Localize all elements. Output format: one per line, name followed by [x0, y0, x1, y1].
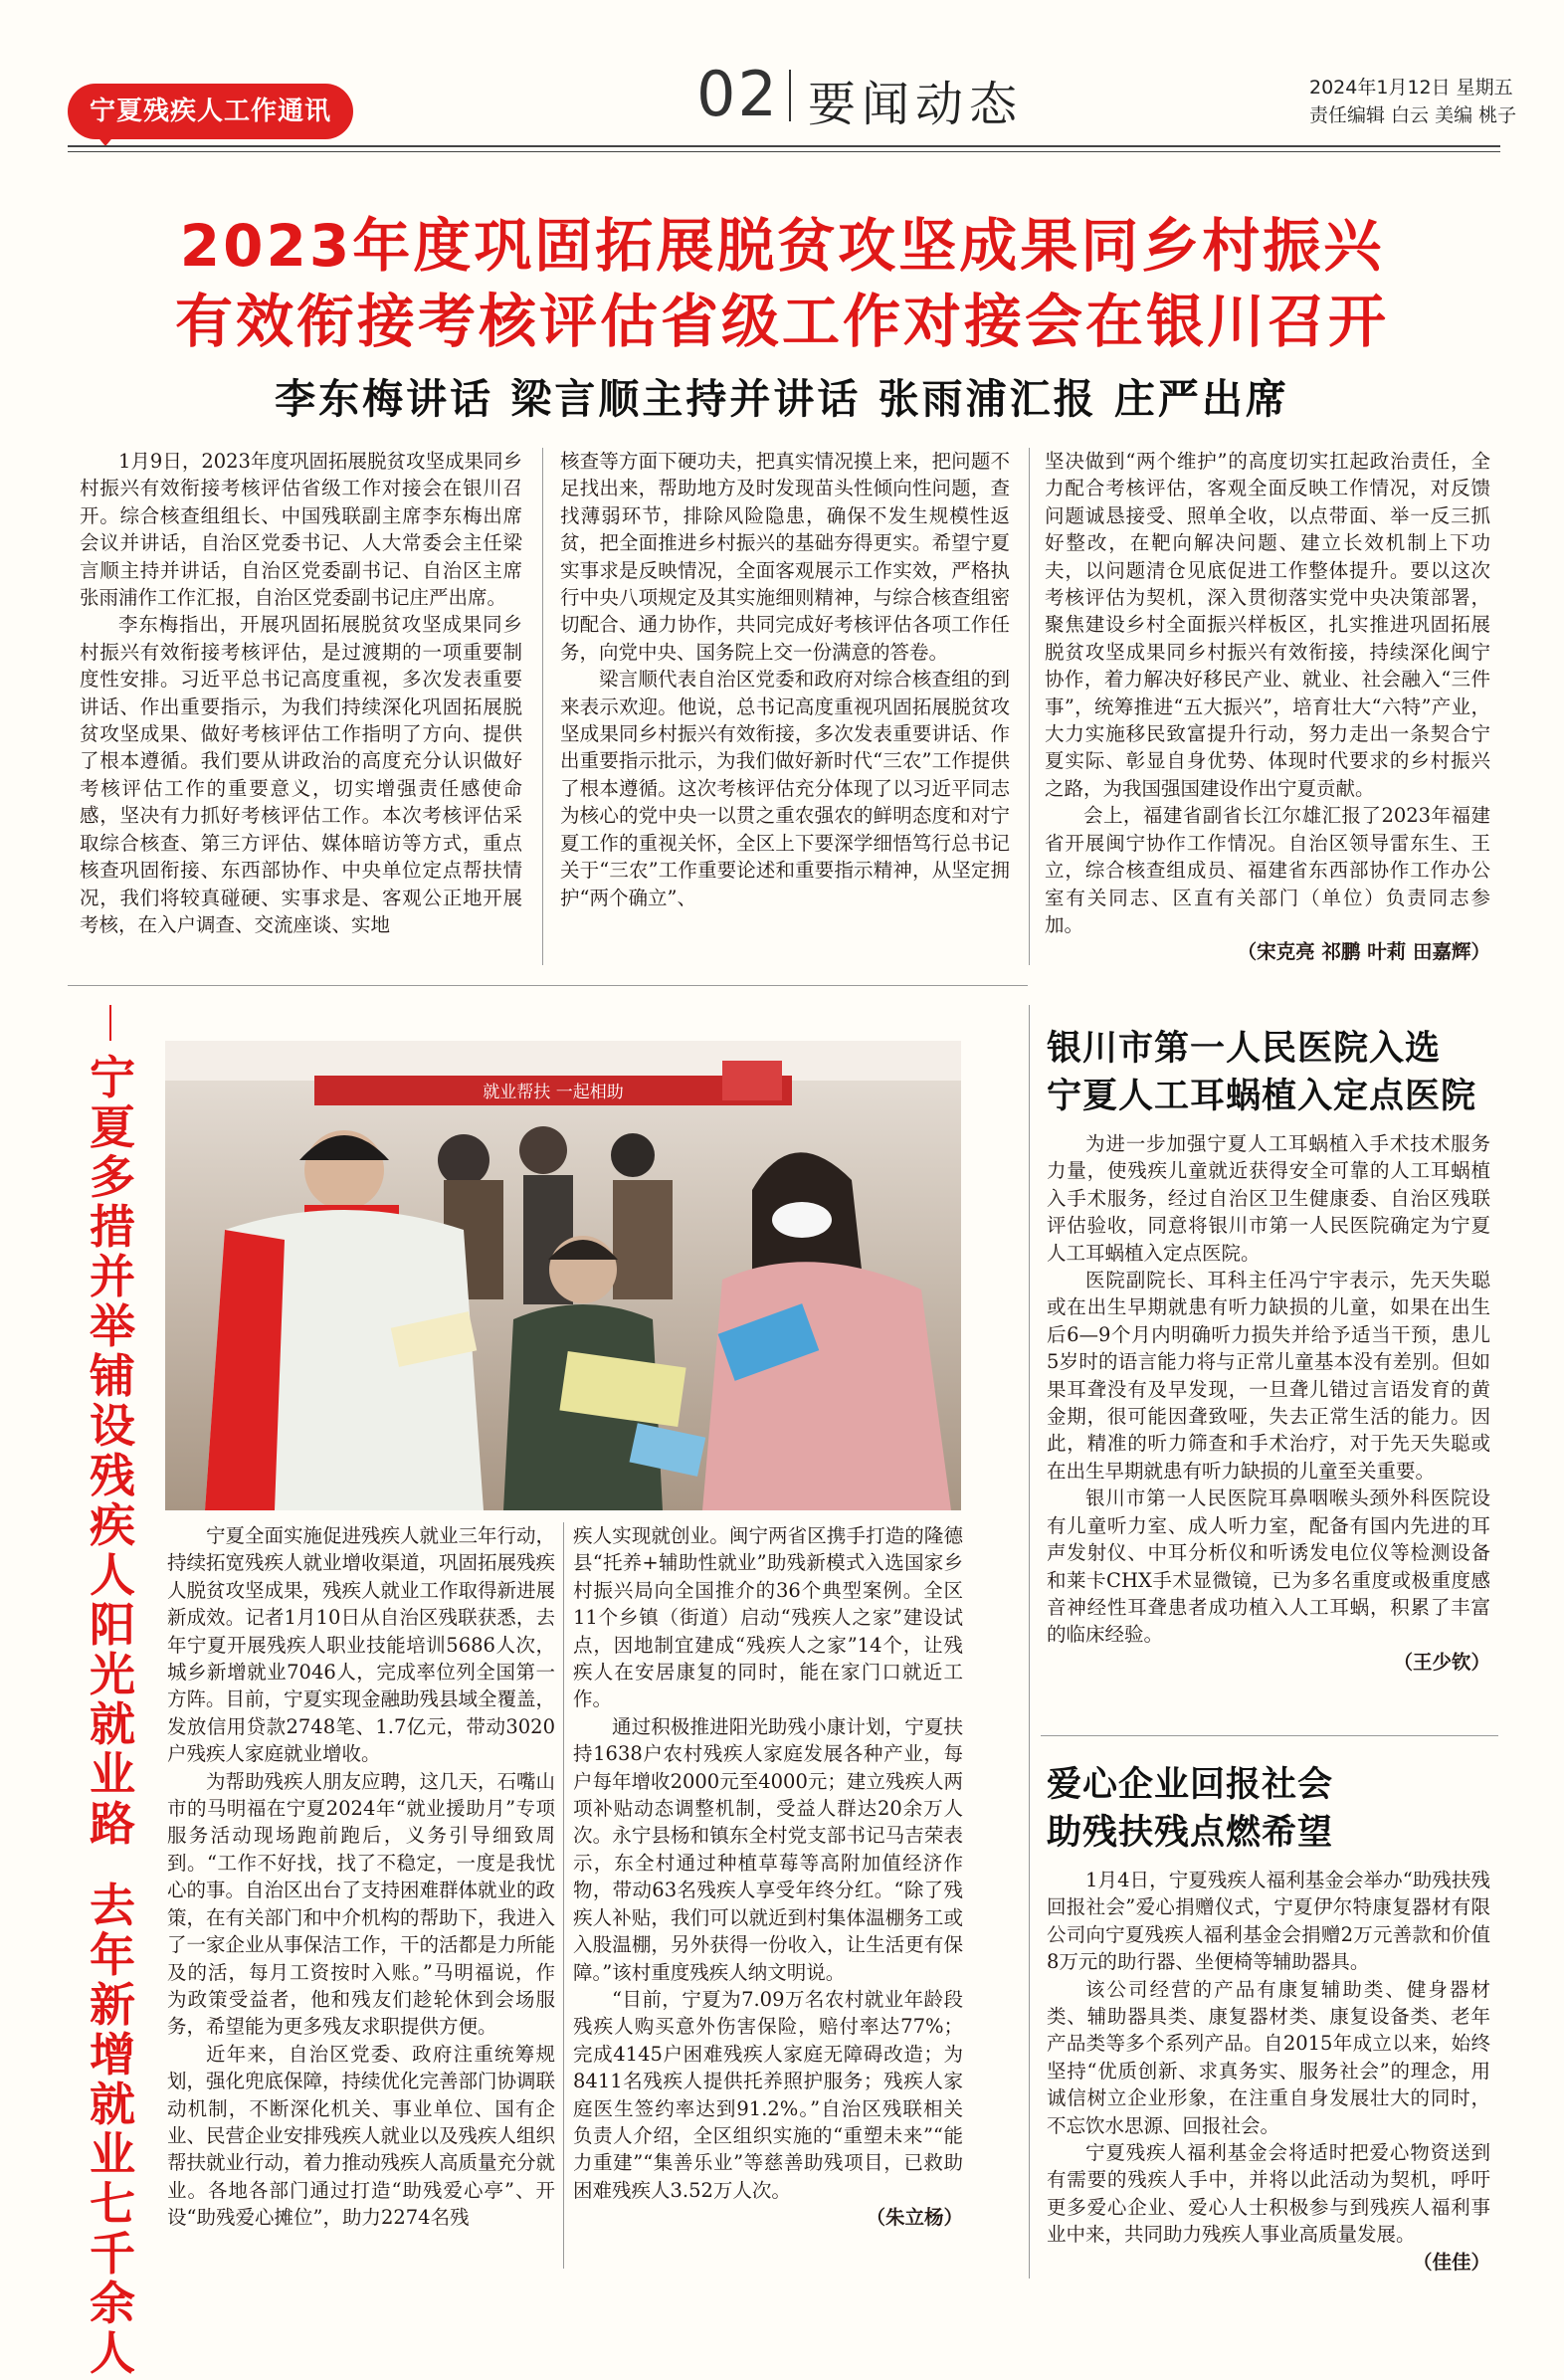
- sidebar1-body: [1047, 1130, 1490, 1676]
- sidebar2-paragraph: 宁夏残疾人福利基金会将适时把爱心物资送到有需要的残疾人手中，并将以此活动为契机，呼吁更多爱心企业、爱心人士积极参与到残疾人福利事业中来，共同助力残疾人事业高质量发展。: [1047, 2141, 1490, 2247]
- column-divider: [563, 1522, 564, 2269]
- lead-paragraph: 核查等方面下硬功夫，把真实情况摸上来，把问题不足找出来，帮助地方及时发现苗头性倾向性问题，查找薄弱环节，排除风险隐患，确保不发生规模性返贫，把全面推进乡村振兴的基础夯得更实。希望宁夏实事求是反映情况，全面客观展示工作实效，严格执行中央八项规定及其实施细则精神，与综合核查组密切配合、通力协作，共同完成好考核评估各项工作任务，向党中央、国务院上交一份满意的答卷。: [560, 450, 1010, 664]
- section-divider: [68, 985, 1028, 986]
- feature-title-part-2: 去年新增就业七千余人: [90, 1879, 135, 2380]
- subheadline: 李东梅讲话 梁言顺主持并讲话 张雨浦汇报 庄严出席: [275, 375, 1289, 423]
- sidebar1-paragraph: 为进一步加强宁夏人工耳蜗植入手术技术服务力量，使残疾儿童就近获得安全可靠的人工耳蜗植入手术服务，经过自治区卫生健康委、自治区残联评估验收，同意将银川市第一人民医院确定为宁夏人工耳蜗植入定点医院。: [1047, 1132, 1490, 1265]
- masthead-divider: [789, 70, 791, 121]
- lead-paragraph: 1月9日，2023年度巩固拓展脱贫攻坚成果同乡村振兴有效衔接考核评估省级工作对接会在银川召开。综合核查组组长、中国残联副主席李东梅出席会议并讲话，自治区党委书记、人大常委会主任梁言顺主持并讲话，自治区党委副书记、自治区主席张雨浦作工作汇报，自治区党委副书记庄严出席。: [80, 450, 522, 610]
- paper-name-tag: 宁夏残疾人工作通讯: [68, 84, 353, 139]
- section-title: 要闻动态: [808, 77, 1024, 132]
- sidebar1-title-line-1: 银川市第一人民医院入选: [1047, 1029, 1442, 1069]
- feature-paragraph: “目前，宁夏为7.09万名农村就业年龄段残疾人购买意外伤害保险，赔付率达77%；完成4145户困难残疾人家庭无障碍改造；为8411名残疾人提供托养照护服务；残疾人家庭医生签约率达到91.2%。”自治区残联相关负责人介绍，全区组织实施的“重塑未来”“能力重建”“集善乐业”等慈善助残项目，已救助困难残疾人3.52万人次。: [573, 1987, 963, 2202]
- sidebar2-body: [1047, 1867, 1490, 2276]
- feature-paragraph: 疾人实现就创业。闽宁两省区携手打造的隆德县“托养+辅助性就业”助残新模式入选国家乡村振兴局向全国推介的36个典型案例。全区11个乡镇（街道）启动“残疾人之家”建设试点，因地制宜建成“残疾人之家”14个，让残疾人在安居康复的同时，能在家门口就近工作。: [573, 1524, 963, 1711]
- feature-title-part-1: 宁夏多措并举铺设残疾人阳光就业路: [90, 1051, 135, 1851]
- sidebar2-title-line-2: 助残扶残点燃希望: [1047, 1813, 1334, 1853]
- column-divider: [1029, 1005, 1030, 2279]
- feature-column-2: [573, 1522, 963, 2232]
- masthead-rule-thin: [68, 151, 1500, 152]
- masthead-rule: [68, 145, 1500, 147]
- lead-paragraph: 梁言顺代表自治区党委和政府对综合核查组的到来表示欢迎。他说，总书记高度重视巩固拓展脱贫攻坚成果同乡村振兴有效衔接，多次发表重要讲话、作出重要指示批示，为我们做好新时代“三农”工作提供了根本遵循。这次考核评估充分体现了以习近平同志为核心的党中央一以贯之重农强农的鲜明态度和对宁夏工作的重视关怀，全区上下要深学细悟笃行总书记关于“三农”工作重要论述和重要指示精神，从坚定拥护“两个确立”、: [560, 668, 1010, 909]
- sidebar1-paragraph: 医院副院长、耳科主任冯宁宇表示，先天失聪或在出生早期就患有听力缺损的儿童，如果在出生后6—9个月内明确听力损失并给予适当干预，患儿5岁时的语言能力将与正常儿童基本没有差别。但如果耳聋没有及早发现，一旦聋儿错过言语发育的黄金期，很可能因聋致哑，失去正常生活的能力。因此，精准的听力筛查和手术治疗，对于先天失聪或在出生早期就患有听力缺损的儿童至关重要。: [1047, 1269, 1490, 1483]
- sidebar2-byline: （佳佳）: [1412, 2250, 1490, 2274]
- sidebar2-title: [1047, 1761, 1494, 1857]
- lead-paragraph: 会上，福建省副省长江尔雄汇报了2023年福建省开展闽宁协作工作情况。自治区领导雷东生、王立，综合核查组成员、福建省东西部协作工作办公室有关同志、区直有关部门（单位）负责同志参加。: [1045, 804, 1490, 936]
- feature-vertical-title: [82, 1053, 143, 2378]
- lead-byline: （宋克亮 祁鹏 叶莉 田嘉辉）: [1237, 940, 1490, 964]
- news-photo: [165, 1041, 961, 1510]
- dateline: [1309, 74, 1516, 129]
- feature-paragraph: 为帮助残疾人朋友应聘，这几天，石嘴山市的马明福在宁夏2024年“就业援助月”专项服务活动现场跑前跑后，义务引导细致周到。“工作不好找，找了不稳定，一度是我忧心的事。自治区出台了支持困难群体就业的政策，在有关部门和中介机构的帮助下，我进入了一家企业从事保洁工作，干的活都是力所能及的活，每月工资按时入账。”马明福说，作为政策受益者，他和残友们趁轮休到会场服务，希望能为更多残友求职提供方便。: [167, 1769, 556, 2039]
- feature-paragraph: 通过积极推进阳光助残小康计划，宁夏扶持1638户农村残疾人家庭发展各种产业，每户每年增收2000元至4000元；建立残疾人两项补贴动态调整机制，受益人群达20余万人次。永宁县杨和镇东全村党支部书记马吉荣表示，东全村通过种植草莓等高附加值经济作物，带动63名残疾人享受年终分红。“除了残疾人补贴，我们可以就近到村集体温棚务工或入股温棚，另外获得一份收入，让生活更有保障。”该村重度残疾人纳文明说。: [573, 1714, 963, 1984]
- photo-banner-text: 就业帮扶 一起相助: [483, 1083, 624, 1102]
- sidebar2-title-line-1: 爱心企业回报社会: [1047, 1765, 1334, 1805]
- lead-column-3: [1045, 448, 1490, 966]
- sidebar2-paragraph: 1月4日，宁夏残疾人福利基金会举办“助残扶残 回报社会”爱心捐赠仪式，宁夏伊尔特康复器材有限公司向宁夏残疾人福利基金会捐赠2万元善款和价值8万元的助行器、坐便椅等辅助器具。: [1047, 1869, 1490, 1974]
- page-number: 02: [696, 58, 779, 130]
- column-divider: [542, 448, 543, 965]
- sidebar1-title: [1047, 1025, 1494, 1120]
- editors: 责任编辑 白云 美编 桃子: [1309, 104, 1517, 126]
- lead-column-1: [80, 448, 522, 938]
- sidebar1-paragraph: 银川市第一人民医院耳鼻咽喉头颈外科医院设有儿童听力室、成人听力室，配备有国内先进的耳声发射仪、中耳分析仪和听诱发电位仪等检测设备和莱卡CHX手术显微镜，已为多名重度或极重度感音神经性耳聋患者成功植入人工耳蜗，积累了丰富的临床经验。: [1047, 1487, 1490, 1647]
- section-divider: [1041, 1735, 1498, 1736]
- title-gap: [82, 1849, 143, 1881]
- lead-column-2: [560, 448, 1010, 911]
- lead-paragraph: 坚决做到“两个维护”的高度切实扛起政治责任，全力配合考核评估，客观全面反映工作情况，对反馈问题诚恳接受、照单全收，以点带面、举一反三抓好整改，在靶向解决问题、建立长效机制上下功夫，以问题清仓见底促进工作整体提升。要以这次考核评估为契机，深入贯彻落实党中央决策部署，聚焦建设乡村全面振兴样板区，扎实推进巩固拓展脱贫攻坚成果同乡村振兴有效衔接，持续深化闽宁协作，着力解决好移民产业、就业、社会融入“三件事”，统筹推进“五大振兴”，培育壮大“六特”产业，大力实施移民致富提升行动，努力走出一条契合宁夏实际、彰显自身优势、体现时代要求的乡村振兴之路，为我国强国建设作出宁夏贡献。: [1045, 450, 1490, 800]
- headline-line-2: 有效衔接考核评估省级工作对接会在银川召开: [174, 288, 1389, 355]
- sidebar1-byline: （王少钦）: [1393, 1650, 1490, 1674]
- column-divider: [1029, 448, 1030, 965]
- sidebar2-paragraph: 该公司经营的产品有康复辅助类、健身器材类、辅助器具类、康复器材类、康复设备类、老年产品类等多个系列产品。自2015年成立以来，始终坚持“优质创新、求真务实、服务社会”的理念，用诚信树立企业形象，在注重自身发展壮大的同时，不忘饮水思源、回报社会。: [1047, 1977, 1490, 2137]
- job-fair-photo-illustration: [165, 1041, 961, 1510]
- lead-paragraph: 李东梅指出，开展巩固拓展脱贫攻坚成果同乡村振兴有效衔接考核评估，是过渡期的一项重要制度性安排。习近平总书记高度重视，多次发表重要讲话、作出重要指示，为我们持续深化巩固拓展脱贫攻坚成果、做好考核评估工作指明了方向、提供了根本遵循。我们要从讲政治的高度充分认识做好考核评估工作的重要意义，切实增强责任感使命感，坚决有力抓好考核评估工作。本次考核评估采取综合核查、第三方评估、媒体暗访等方式，重点核查巩固衔接、东西部协作、中央单位定点帮扶情况，我们将较真碰硬、实事求是、客观公正地开展考核，在入户调查、交流座谈、实地: [80, 613, 522, 936]
- title-accent-line: [109, 1005, 111, 1041]
- feature-paragraph: 近年来，自治区党委、政府注重统筹规划，强化兜底保障，持续优化完善部门协调联动机制，不断深化机关、事业单位、国有企业、民营企业安排残疾人就业以及残疾人组织帮扶就业行动，着力推动残疾人高质量充分就业。各地各部门通过打造“助残爱心亭”、开设“助残爱心摊位”，助力2274名残: [167, 2042, 556, 2230]
- feature-paragraph: 宁夏全面实施促进残疾人就业三年行动，持续拓宽残疾人就业增收渠道，巩固拓展残疾人脱贫攻坚成果，残疾人就业工作取得新进展新成效。记者1月10日从自治区残联获悉，去年宁夏开展残疾人职业技能培训5686人次，城乡新增就业7046人，完成率位列全国第一方阵。目前，宁夏实现金融助残县域全覆盖，发放信用贷款2748笔、1.7亿元，带动3020户残疾人家庭就业增收。: [167, 1524, 556, 1766]
- headline-line-1: 2023年度巩固拓展脱贫攻坚成果同乡村振兴: [179, 212, 1385, 280]
- feature-byline: （朱立杨）: [866, 2206, 963, 2230]
- sidebar1-title-line-2: 宁夏人工耳蜗植入定点医院: [1047, 1077, 1477, 1116]
- feature-column-1: [167, 1522, 555, 2232]
- issue-date: 2024年1月12日 星期五: [1309, 77, 1513, 99]
